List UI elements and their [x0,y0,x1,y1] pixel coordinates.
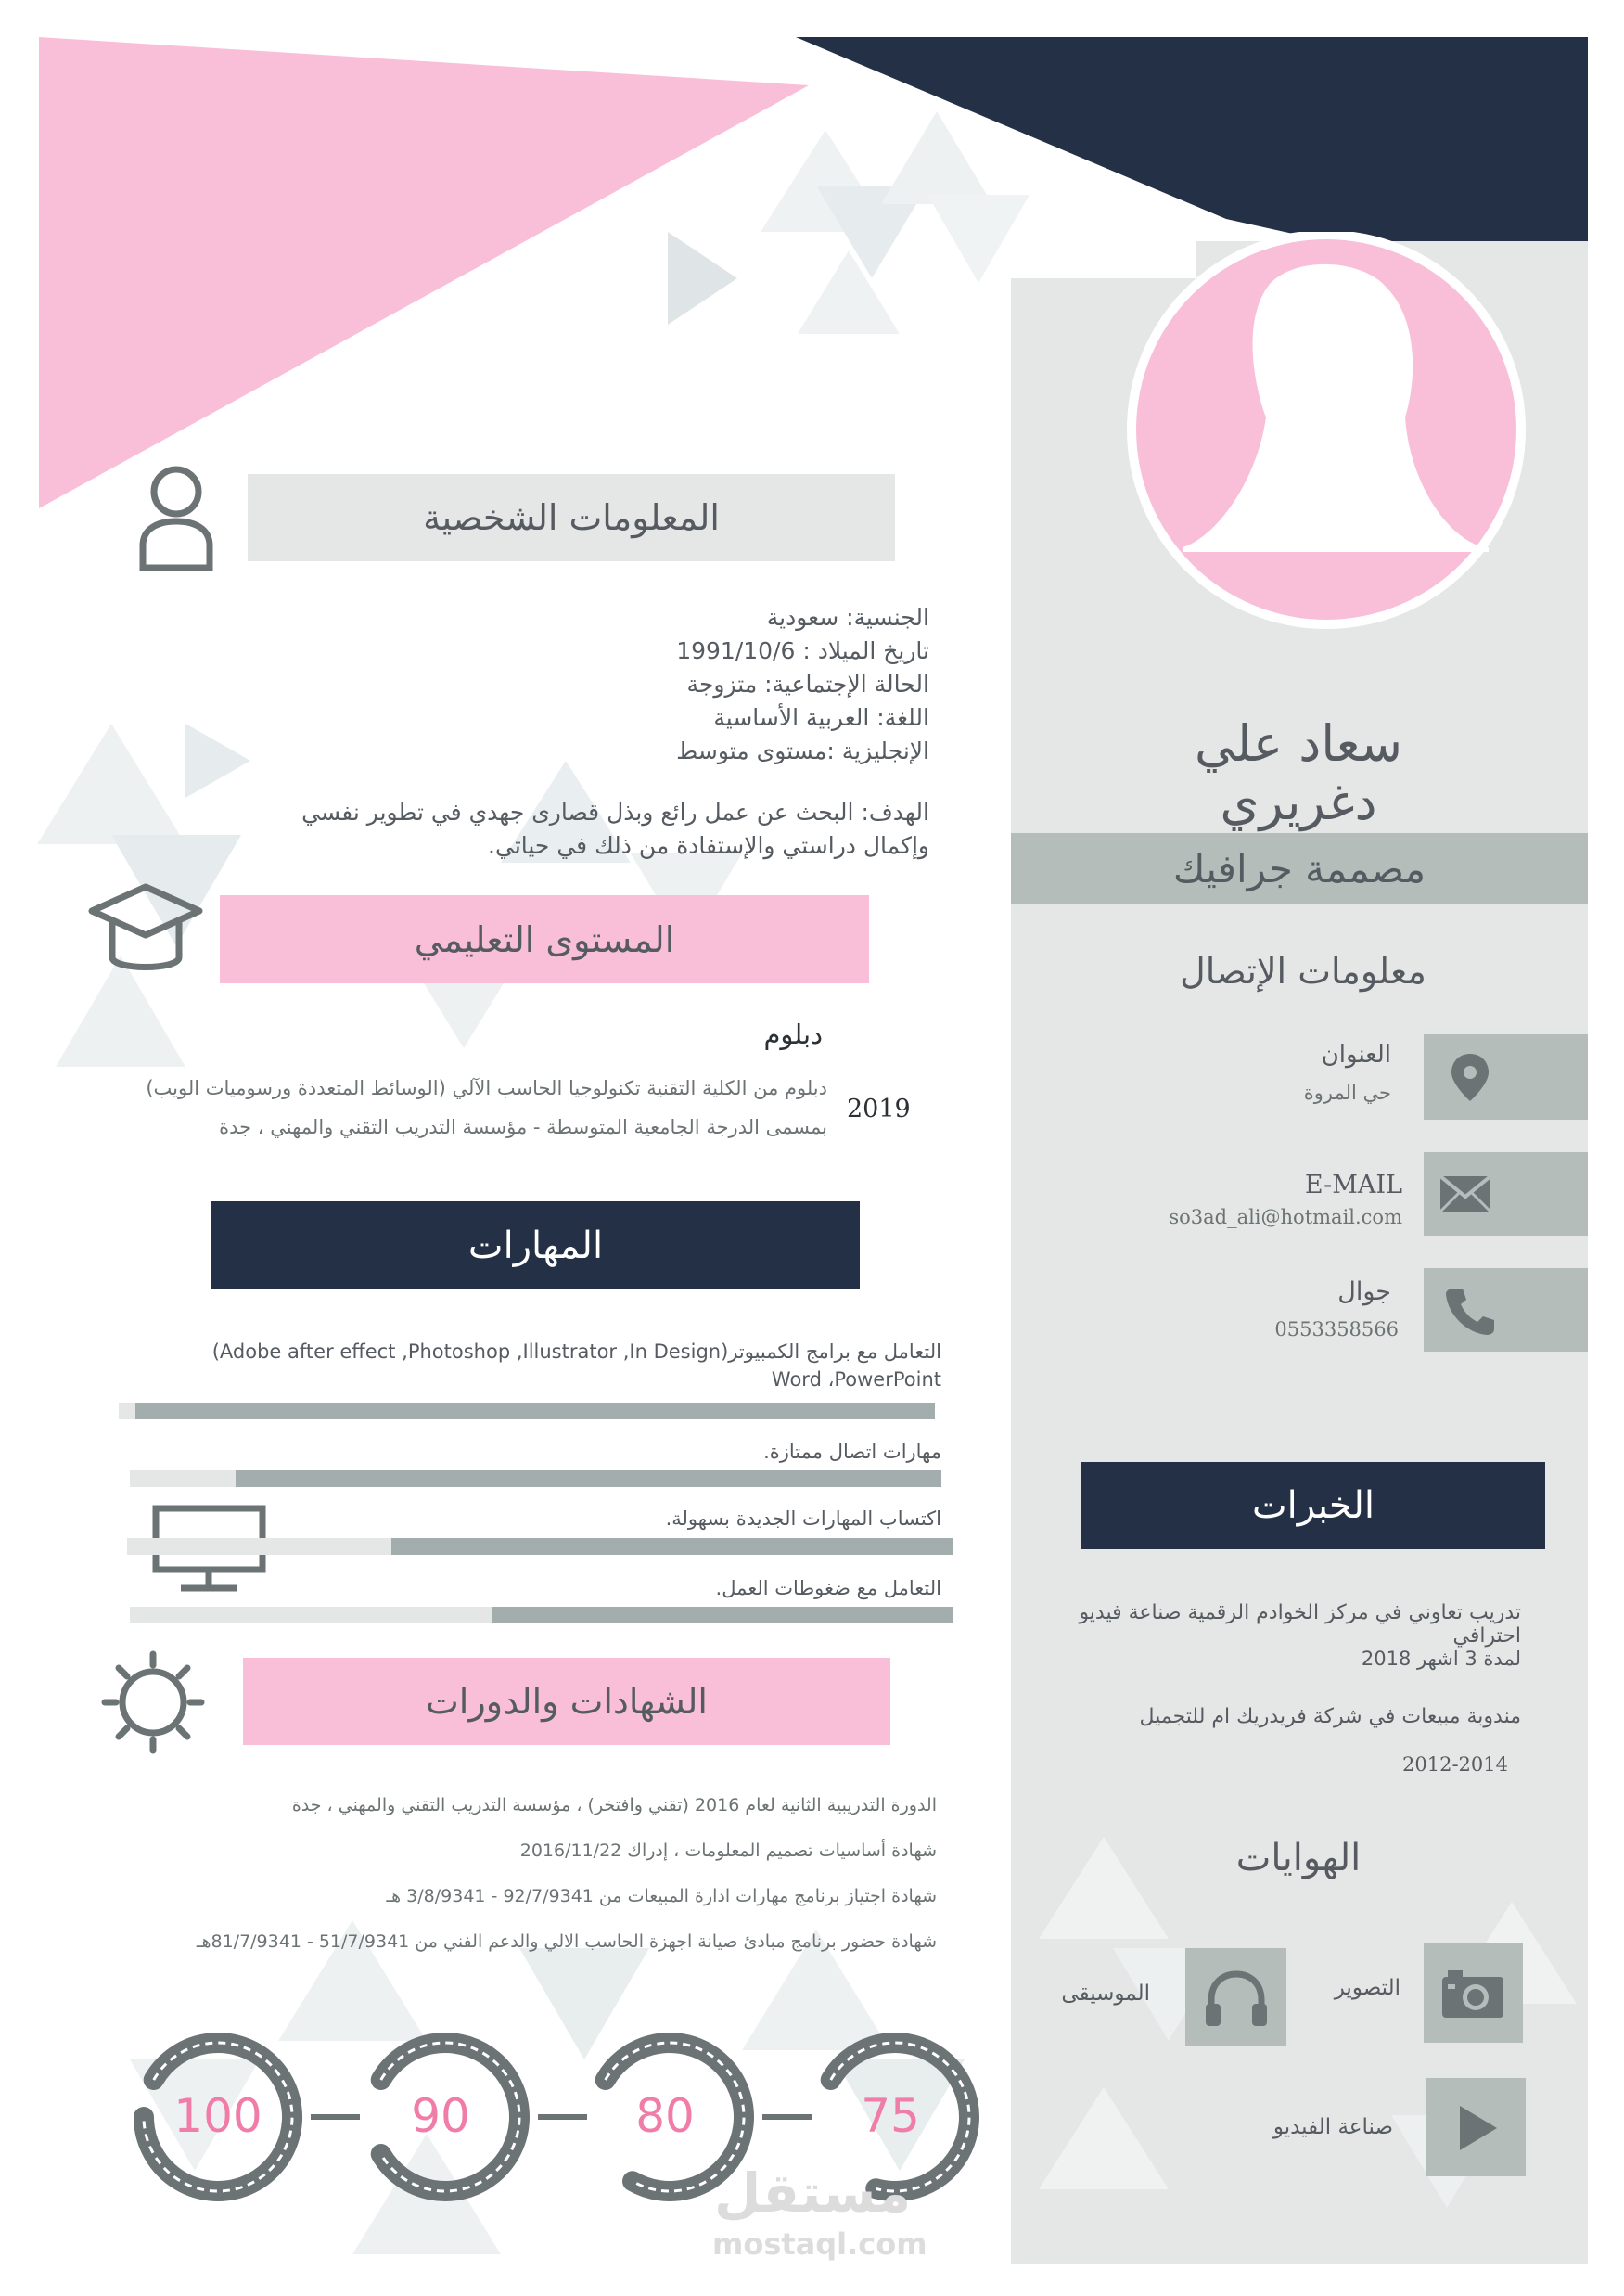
location-pin-icon [1442,1049,1498,1105]
birthdate-line: تاريخ الميلاد : 1991/10/6 [676,637,929,664]
phone-icon-box [1424,1268,1588,1352]
skill-1-bar [119,1403,935,1419]
experience-heading-band [1081,1462,1545,1549]
personal-heading: المعلومات الشخصية [423,497,720,538]
education-line-2: بمسمى الدرجة الجامعية المتوسطة - مؤسسة التدريب التقني والمهني ، جدة [219,1116,827,1138]
gauge-1-value: 100 [173,2089,262,2143]
watermark-logo: مستقل [714,2161,912,2225]
envelope-icon [1439,1174,1494,1215]
gauge-3-value: 80 [635,2089,695,2143]
certificate-line-4: شهادة حضور برنامج مبادئ صيانة اجهزة الحاسب الالي والدعم الفني من 51/7/9341 - 81/7/9341هـ [196,1931,937,1952]
camera-hobby-box [1424,1943,1523,2043]
experience-item-1-period: لمدة 3 اشهر 2018 [1361,1648,1521,1670]
headphones-icon [1204,1970,1269,2028]
skill-2-bar-fill [236,1470,941,1487]
hobby-photography-label: التصوير [1334,1976,1400,2000]
certificate-line-1: الدورة التدريبية الثانية لعام 2016 (تقني وافتخر) ، مؤسسة التدريب التقني والمهني ، جدة [291,1795,937,1815]
education-heading: المستوى التعليمي [414,918,675,960]
job-title-band [1011,833,1588,904]
phone-icon [1442,1283,1498,1339]
graduation-cap-icon [88,881,204,979]
hobby-music-label: الموسيقى [1061,1982,1150,2006]
experience-item-2-title: مندوبة مبيعات في شركة فريدريك ام للتجميل [1139,1705,1521,1728]
email-value[interactable]: so3ad_ali@hotmail.com [1169,1206,1402,1228]
personal-heading-band [248,474,895,561]
email-label: E-MAIL [1304,1171,1402,1199]
skill-1-line-1: التعامل مع برامج الكمبيوتر(Adobe after effect ,Photoshop ,Illustrator ,In Design) [211,1340,941,1363]
education-line-1: دبلوم من الكلية التقنية تكنولوجيا الحاسب الآلي (الوسائط المتعددة ورسوميات الويب) [146,1077,827,1099]
skill-4-bar-fill [492,1607,953,1623]
skill-3-text: اكتساب المهارات الجديدة بسهولة. [665,1507,941,1530]
experience-heading: الخبرات [1251,1484,1375,1527]
contact-heading: معلومات الإتصال [1180,951,1426,992]
personal-details [408,601,929,768]
nationality-line: الجنسية: سعودية [766,604,929,631]
hobbies-heading: الهوايات [1235,1837,1362,1879]
skills-heading: المهارات [467,1224,604,1267]
experience-item-1-title: تدريب تعاوني في مركز الخوادم الرقمية صناعة فيديو احترافي [1079,1601,1521,1648]
address-value: حي المروة [1303,1082,1391,1104]
skill-1-line-2: Word ،PowerPoint [771,1368,941,1391]
english-level-line: الإنجليزية :مستوى متوسط [676,738,929,764]
email-icon-box [1424,1152,1588,1236]
career-goal [223,796,929,863]
person-icon [137,464,215,573]
pink-header-triangle [39,37,809,508]
camera-icon [1440,1968,1505,2020]
watermark-url: mostaql.com [712,2226,927,2262]
certificates-heading-band [243,1658,890,1745]
gauge-4-value: 75 [861,2089,920,2143]
goal-line-1: الهدف: البحث عن عمل رائع وبذل قصارى جهدي في تطوير نفسي [301,799,929,826]
education-details [139,1069,827,1147]
certificates-heading: الشهادات والدورات [426,1681,708,1722]
job-title: مصممة جرافيك [1172,845,1426,891]
skill-1-bar-fill [135,1403,935,1419]
play-icon [1454,2102,1501,2154]
skill-3-bar-fill [391,1538,953,1555]
avatar-silhouette-neck [1257,552,1400,617]
skill-4-text: التعامل مع ضغوطات العمل. [715,1577,941,1599]
headphones-hobby-box [1185,1948,1286,2046]
certificates-list [185,1783,937,1965]
phone-label: جوال [1337,1277,1391,1306]
language-line: اللغة: العربية الأساسية [713,704,929,731]
certificate-line-3: شهادة اجتياز برنامج مهارات ادارة المبيعات من 92/7/9341 - 3/8/9341 هـ [386,1886,937,1906]
education-heading-band [220,895,869,983]
marital-status-line: الحالة الإجتماعية: متزوجة [686,671,929,698]
education-degree: دبلوم [763,1019,823,1050]
skill-2-text: مهارات اتصال ممتازة. [763,1441,941,1463]
video-hobby-box [1426,2078,1526,2176]
education-year: 2019 [847,1095,911,1123]
certificate-line-2: شهادة أساسيات تصميم المعلومات ، إدراك 2016/11/22 [519,1841,937,1861]
avatar [1094,232,1567,668]
gauge-2-value: 90 [411,2089,470,2143]
skills-heading-band [211,1201,860,1289]
sun-gear-icon [97,1647,209,1758]
experience-item-2-period: 2012-2014 [1402,1753,1508,1776]
skill-3-bar [127,1538,953,1555]
person-name: سعاد علي دغريري [1194,714,1403,831]
skill-4-bar [130,1607,953,1623]
address-label: العنوان [1321,1041,1391,1069]
skill-1-text [195,1338,941,1393]
address-icon-box [1424,1034,1588,1120]
phone-value[interactable]: 0553358566 [1274,1318,1399,1340]
hobby-video-label: صناعة الفيديو [1272,2115,1393,2139]
goal-line-2: وإكمال دراستي والإستفادة من ذلك في حياتي. [488,832,929,859]
skill-2-bar [130,1470,941,1487]
